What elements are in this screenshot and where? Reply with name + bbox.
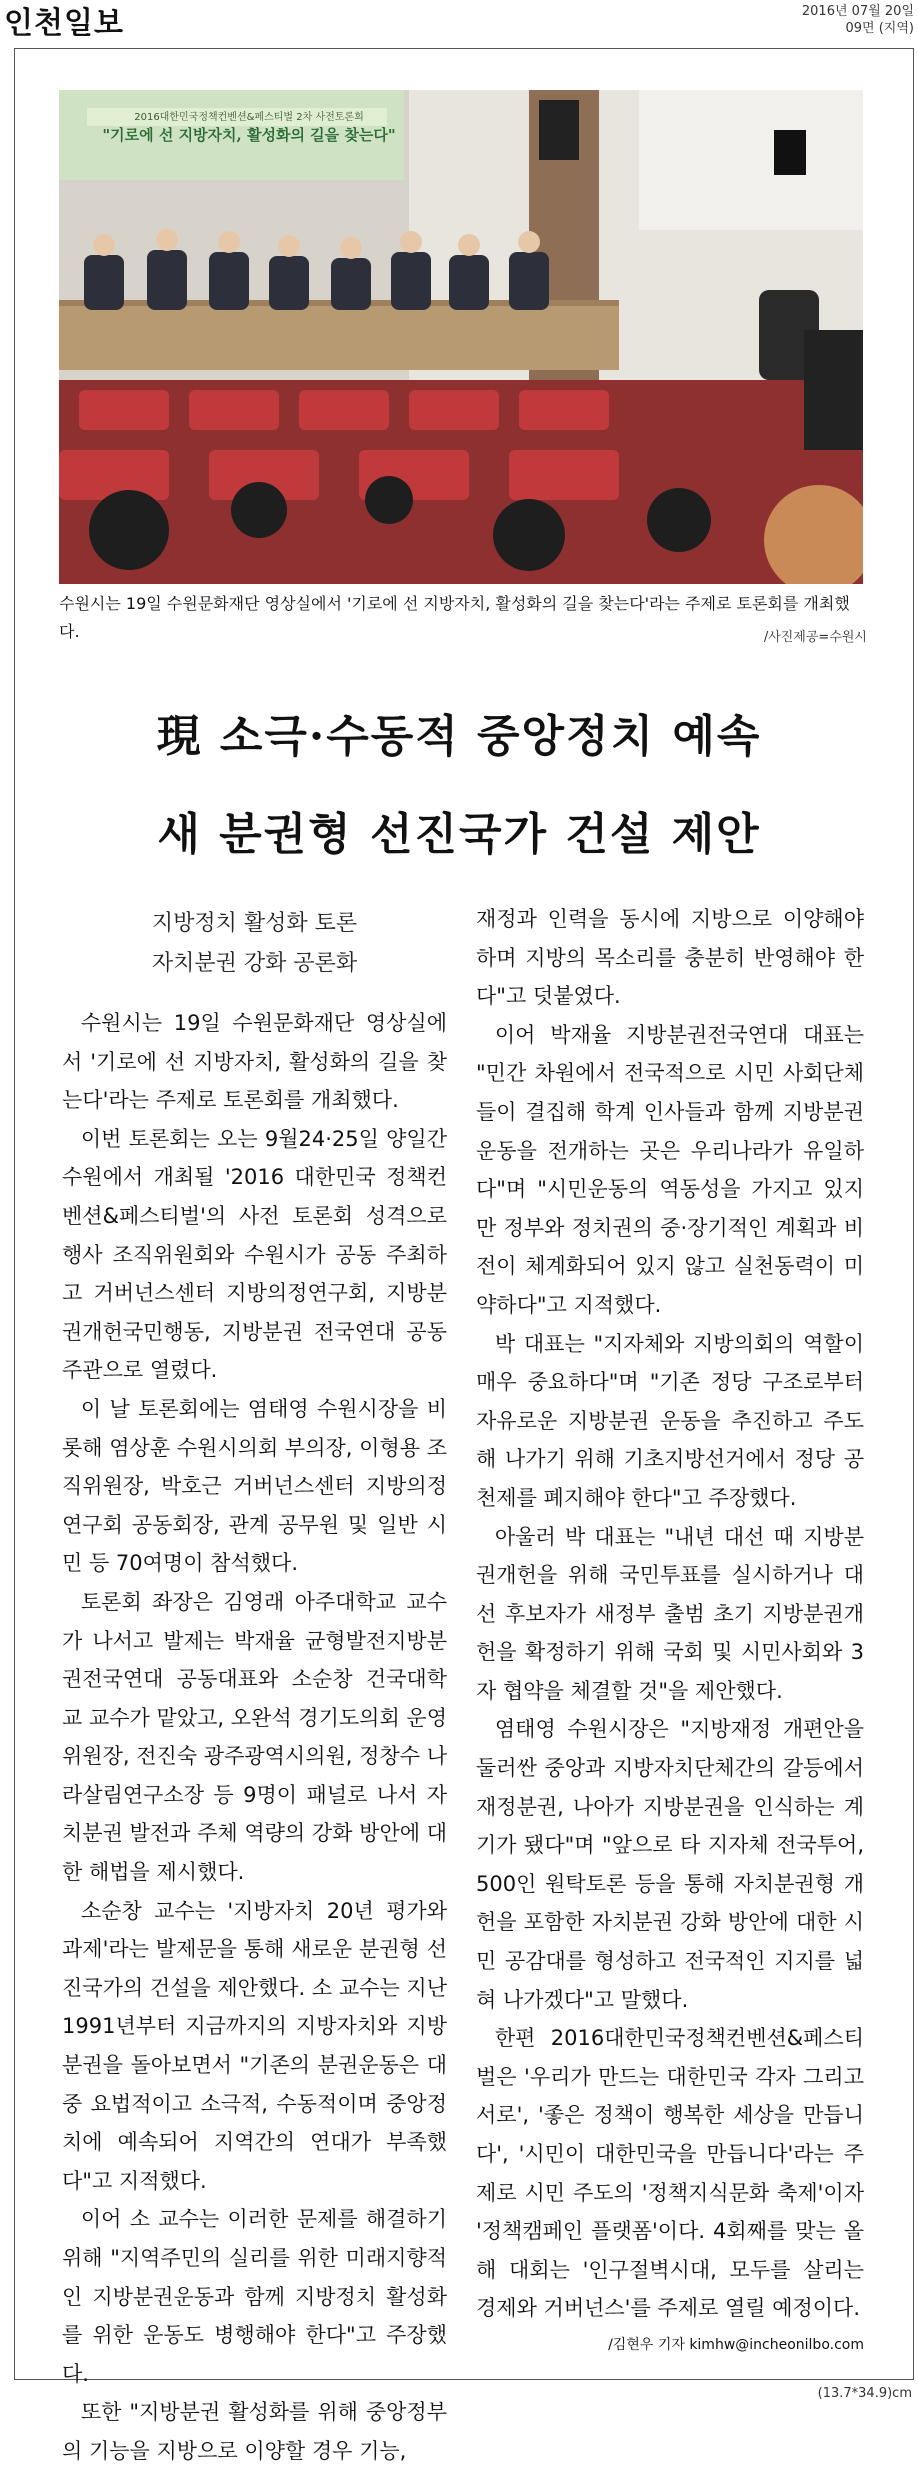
right-column [476,900,864,2360]
issue-meta [802,3,914,37]
article-size-note: (13.7*34.9)cm [817,2386,912,2401]
page-number: 09면 (지역) [845,21,914,36]
newspaper-name: 인천일보 [4,6,124,41]
paragraph: 토론회 좌장은 김영래 아주대학교 교수가 나서고 발제는 박재율 균형발전지방분권전국연대 공동대표와 소순창 건국대학교 교수가 맡았고, 오완석 경기도의회 운영위원장, 전진숙 광주광역시의원, 정창수 나라살림연구소장 등 9명이 패널로 나서 자치분권 발전과 주체 역량의 강화 방안에 대한 해법을 제시했다. [62,1589,447,1885]
masthead [0,0,918,44]
paragraph: 재정과 인력을 동시에 지방으로 이양해야 하며 지방의 목소리를 충분히 반영해야 한다"고 덧붙였다. [476,907,864,1009]
photo-caption [59,590,867,646]
byline: /김현우 기자 kimhw@incheonilbo.com [608,2336,864,2353]
photo-credit: /사진제공=수원시 [763,630,867,645]
banner-small-text: 2016대한민국정책컨벤션&페스티벌 2차 사전토론회 [134,112,364,123]
event-photo [59,90,863,584]
headline-line-1: 現 소극·수동적 중앙정치 예속 [156,711,762,762]
paragraph: 아울러 박 대표는 "내년 대선 때 지방분권개헌을 위해 국민투표를 실시하거나 대선 후보자가 새정부 출범 초기 지방분권개헌을 확정하기 위해 국회 및 시민사회와 3자 협약을 체결할 것"을 제안했다. [476,1524,864,1703]
banner-text: "기로에 선 지방자치, 활성화의 길을 찾는다" [102,126,396,144]
issue-date: 2016년 07월 20일 [801,4,914,19]
paragraph: 박 대표는 "지자체와 지방의회의 역할이 매우 중요하다"며 "기존 정당 구조로부터 자유로운 지방분권 운동을 추진하고 주도해 나가기 위해 기초지방선거에서 정당 공천제를 폐지해야 한다"고 주장했다. [476,1331,864,1510]
paragraph: 소순창 교수는 '지방자치 20년 평가와 과제'라는 발제문을 통해 새로운 분권형 선진국가의 건설을 제안했다. 소 교수는 지난 1991년부터 지금까지의 지방자치와 지방분권을 돌아보면서 "기존의 분권운동은 대중 요법적이고 소극적, 수동적이며 중앙정치에 예속되어 지역간의 연대가 부족했다"고 지적했다. [62,1898,447,2193]
subhead-line-1: 지방정치 활성화 토론 [151,911,358,936]
paragraph: 이번 토론회는 오는 9월24·25일 양일간 수원에서 개최될 '2016 대한민국 정책컨벤션&페스티벌'의 사전 토론회 성격으로 행사 조직위원회와 수원시가 공동 주최하고 거버넌스센터 지방의정연구회, 지방분권개헌국민행동, 지방분권 전국연대 공동 주관으로 열렸다. [62,1126,447,1383]
photo-illustration [59,90,863,584]
paragraph: 이어 박재율 지방분권전국연대 대표는 "민간 차원에서 전국적으로 시민 사회단체들이 결집해 학계 인사들과 함께 지방분권 운동을 전개하는 곳은 우리나라가 유일하다"며 "시민운동의 역동성을 가지고 있지만 정부와 정치권의 중·장기적인 계획과 비전이 체계화되어 있지 않고 실천동력이 미약하다"고 지적했다. [476,1022,864,1317]
paragraph: 한편 2016대한민국정책컨벤션&페스티벌은 '우리가 만드는 대한민국 각자 그리고 서로', '좋은 정책이 행복한 세상을 만듭니다', '시민이 대한민국을 만듭니다'라는 주제로 시민 주도의 '정책지식문화 축제'이자 '정책캠페인 플랫폼'이다. 4회째를 맞는 올해 대회는 '인구절벽시대, 모두를 살리는 경제와 거버넌스'를 주제로 열릴 예정이다. [476,2026,864,2321]
left-column [62,900,447,2471]
subheadline [62,904,447,984]
paragraph: 또한 "지방분권 활성화를 위해 중앙정부의 기능을 지방으로 이양할 경우 기능, [62,2400,447,2463]
headline-line-2: 새 분권형 선진국가 건설 제안 [157,809,761,860]
subhead-line-2: 자치분권 강화 공론화 [151,951,358,976]
paragraph: 이어 소 교수는 이러한 문제를 해결하기 위해 "지역주민의 실리를 위한 미래지향적인 지방분권운동과 함께 지방정치 활성화를 위한 운동도 병행해야 한다"고 주장했다. [62,2207,447,2386]
paragraph: 이 날 토론회에는 염태영 수원시장을 비롯해 염상훈 수원시의회 부의장, 이형용 조직위원장, 박호근 거버넌스센터 지방의정연구회 공동회장, 관계 공무원 및 일반 시민 등 70여명이 참석했다. [62,1396,447,1576]
paragraph: 수원시는 19일 수원문화재단 영상실에서 '기로에 선 지방자치, 활성화의 길을 찾는다'라는 주제로 토론회를 개최했다. [62,1011,447,1113]
caption-text: 수원시는 19일 수원문화재단 영상실에서 '기로에 선 지방자치, 활성화의 길을 찾는다'라는 주제로 토론회를 개최했다. [59,594,850,641]
paragraph: 염태영 수원시장은 "지방재정 개편안을 둘러싼 중앙과 지방자치단체간의 갈등에서 재정분권, 나아가 지방분권을 인식하는 계기가 됐다"며 "앞으로 타 지자체 전국투어, 500인 원탁토론 등을 통해 자치분권형 개헌을 포함한 자치분권 강화 방안에 대한 시민 공감대를 형성하고 전국적인 지지를 넓혀 나가겠다"고 말했다. [476,1717,864,2012]
